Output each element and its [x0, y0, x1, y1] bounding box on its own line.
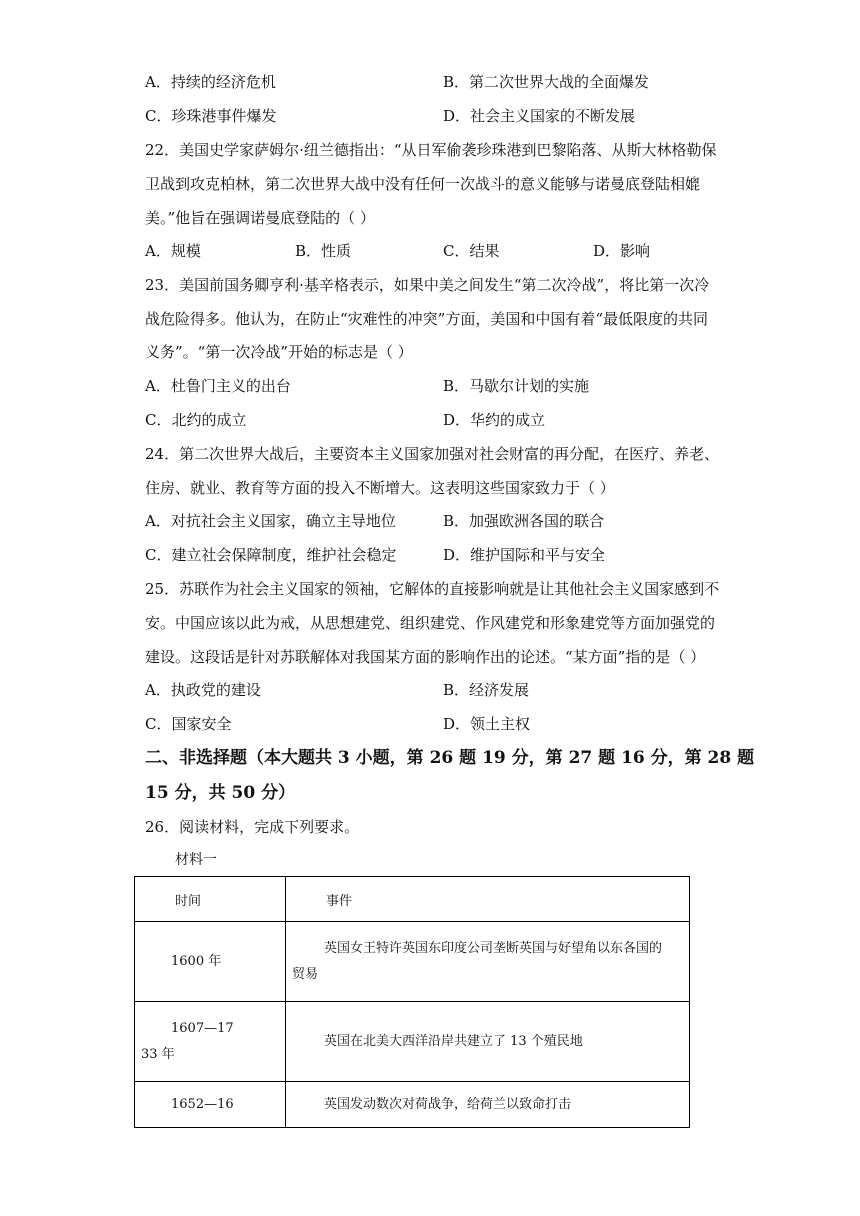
time-text: 1600 年 — [171, 953, 222, 969]
q22-option-d: D．影响 — [593, 242, 651, 260]
material-1-label: 材料一 — [175, 852, 217, 868]
material-1-table — [134, 876, 690, 1128]
event-text-line-1: 英国女王特许英国东印度公司垄断英国与好望角以东各国的 — [324, 940, 663, 956]
q22-option-b: B．性质 — [295, 242, 352, 260]
time-text-line-1: 1607—17 — [171, 1020, 234, 1036]
q23-stem-line-2: 战危险得多。他认为，在防止“灾难性的冲突”方面，美国和中国有着“最低限度的共同 — [145, 310, 709, 328]
q21-option-a: A．持续的经济危机 — [145, 73, 276, 91]
table-cell-time — [135, 922, 286, 1002]
q25-stem-line-2: 安。中国应该以此为戒，从思想建党、组织建党、作风建党和形象建党等方面加强党的 — [145, 614, 716, 632]
event-text: 英国发动数次对荷战争，给荷兰以致命打击 — [324, 1096, 572, 1112]
table-header-event: 事件 — [286, 877, 690, 922]
table-cell-event — [286, 1002, 690, 1082]
time-text: 1652—16 — [171, 1096, 234, 1112]
q24-option-c: C．建立社会保障制度，维护社会稳定 — [145, 546, 397, 564]
q23-option-b: B．马歇尔计划的实施 — [443, 377, 590, 395]
q22-stem-line-3: 美。”他旨在强调诺曼底登陆的（ ） — [145, 209, 375, 227]
q25-option-d: D．领土主权 — [443, 715, 531, 733]
q25-option-a: A．执政党的建设 — [145, 681, 261, 699]
q23-stem-line-1: 23．美国前国务卿亨利·基辛格表示，如果中美之间发生“第二次冷战”，将比第一次冷 — [145, 276, 710, 294]
q22-option-a: A．规模 — [145, 242, 201, 260]
table-header-time: 时间 — [135, 877, 286, 922]
q21-option-c: C．珍珠港事件爆发 — [145, 107, 277, 125]
table-row — [135, 1082, 690, 1128]
q25-option-c: C．国家安全 — [145, 715, 232, 733]
time-text-line-2: 33 年 — [141, 1046, 175, 1062]
q24-stem-line-2: 住房、就业、教育等方面的投入不断增大。这表明这些国家致力于（ ） — [145, 479, 615, 497]
q22-stem-line-1: 22．美国史学家萨姆尔·纽兰德指出：“从日军偷袭珍珠港到巴黎陷落、从斯大林格勒保 — [145, 141, 717, 159]
table-cell-event — [286, 1082, 690, 1128]
q21-option-b: B．第二次世界大战的全面爆发 — [443, 73, 650, 91]
table-cell-time — [135, 1002, 286, 1082]
table-header-row — [135, 877, 690, 922]
q25-option-b: B．经济发展 — [443, 681, 530, 699]
q23-option-c: C．北约的成立 — [145, 411, 247, 429]
q23-option-a: A．杜鲁门主义的出台 — [145, 377, 291, 395]
q24-stem-line-1: 24．第二次世界大战后，主要资本主义国家加强对社会财富的再分配，在医疗、养老、 — [145, 445, 720, 463]
table-cell-event — [286, 922, 690, 1002]
event-text: 英国在北美大西洋沿岸共建立了 13 个殖民地 — [324, 1033, 583, 1049]
q22-stem-line-2: 卫战到攻克柏林，第二次世界大战中没有任何一次战斗的意义能够与诺曼底登陆相媲 — [145, 175, 701, 193]
q22-option-c: C．结果 — [443, 242, 500, 260]
event-text-line-2: 贸易 — [292, 966, 319, 982]
q25-stem-line-1: 25．苏联作为社会主义国家的领袖，它解体的直接影响就是让其他社会主义国家感到不 — [145, 580, 720, 598]
section-2-heading-line-1: 二、非选择题（本大题共 3 小题，第 26 题 19 分，第 27 题 16 分，第 28 题 — [145, 748, 755, 768]
table-row — [135, 922, 690, 1002]
q21-option-d: D．社会主义国家的不断发展 — [443, 107, 636, 125]
q26-prompt: 26．阅读材料，完成下列要求。 — [145, 818, 360, 836]
table-cell-time — [135, 1082, 286, 1128]
q23-option-d: D．华约的成立 — [443, 411, 546, 429]
section-2-heading-line-2: 15 分，共 50 分） — [145, 783, 296, 803]
q24-option-a: A．对抗社会主义国家，确立主导地位 — [145, 512, 396, 530]
q23-stem-line-3: 义务”。“第一次冷战”开始的标志是（ ） — [145, 343, 413, 361]
q24-option-d: D．维护国际和平与安全 — [443, 546, 606, 564]
q25-stem-line-3: 建设。这段话是针对苏联解体对我国某方面的影响作出的论述。“某方面”指的是（ ） — [145, 648, 706, 666]
q24-option-b: B．加强欧洲各国的联合 — [443, 512, 605, 530]
table-row — [135, 1002, 690, 1082]
